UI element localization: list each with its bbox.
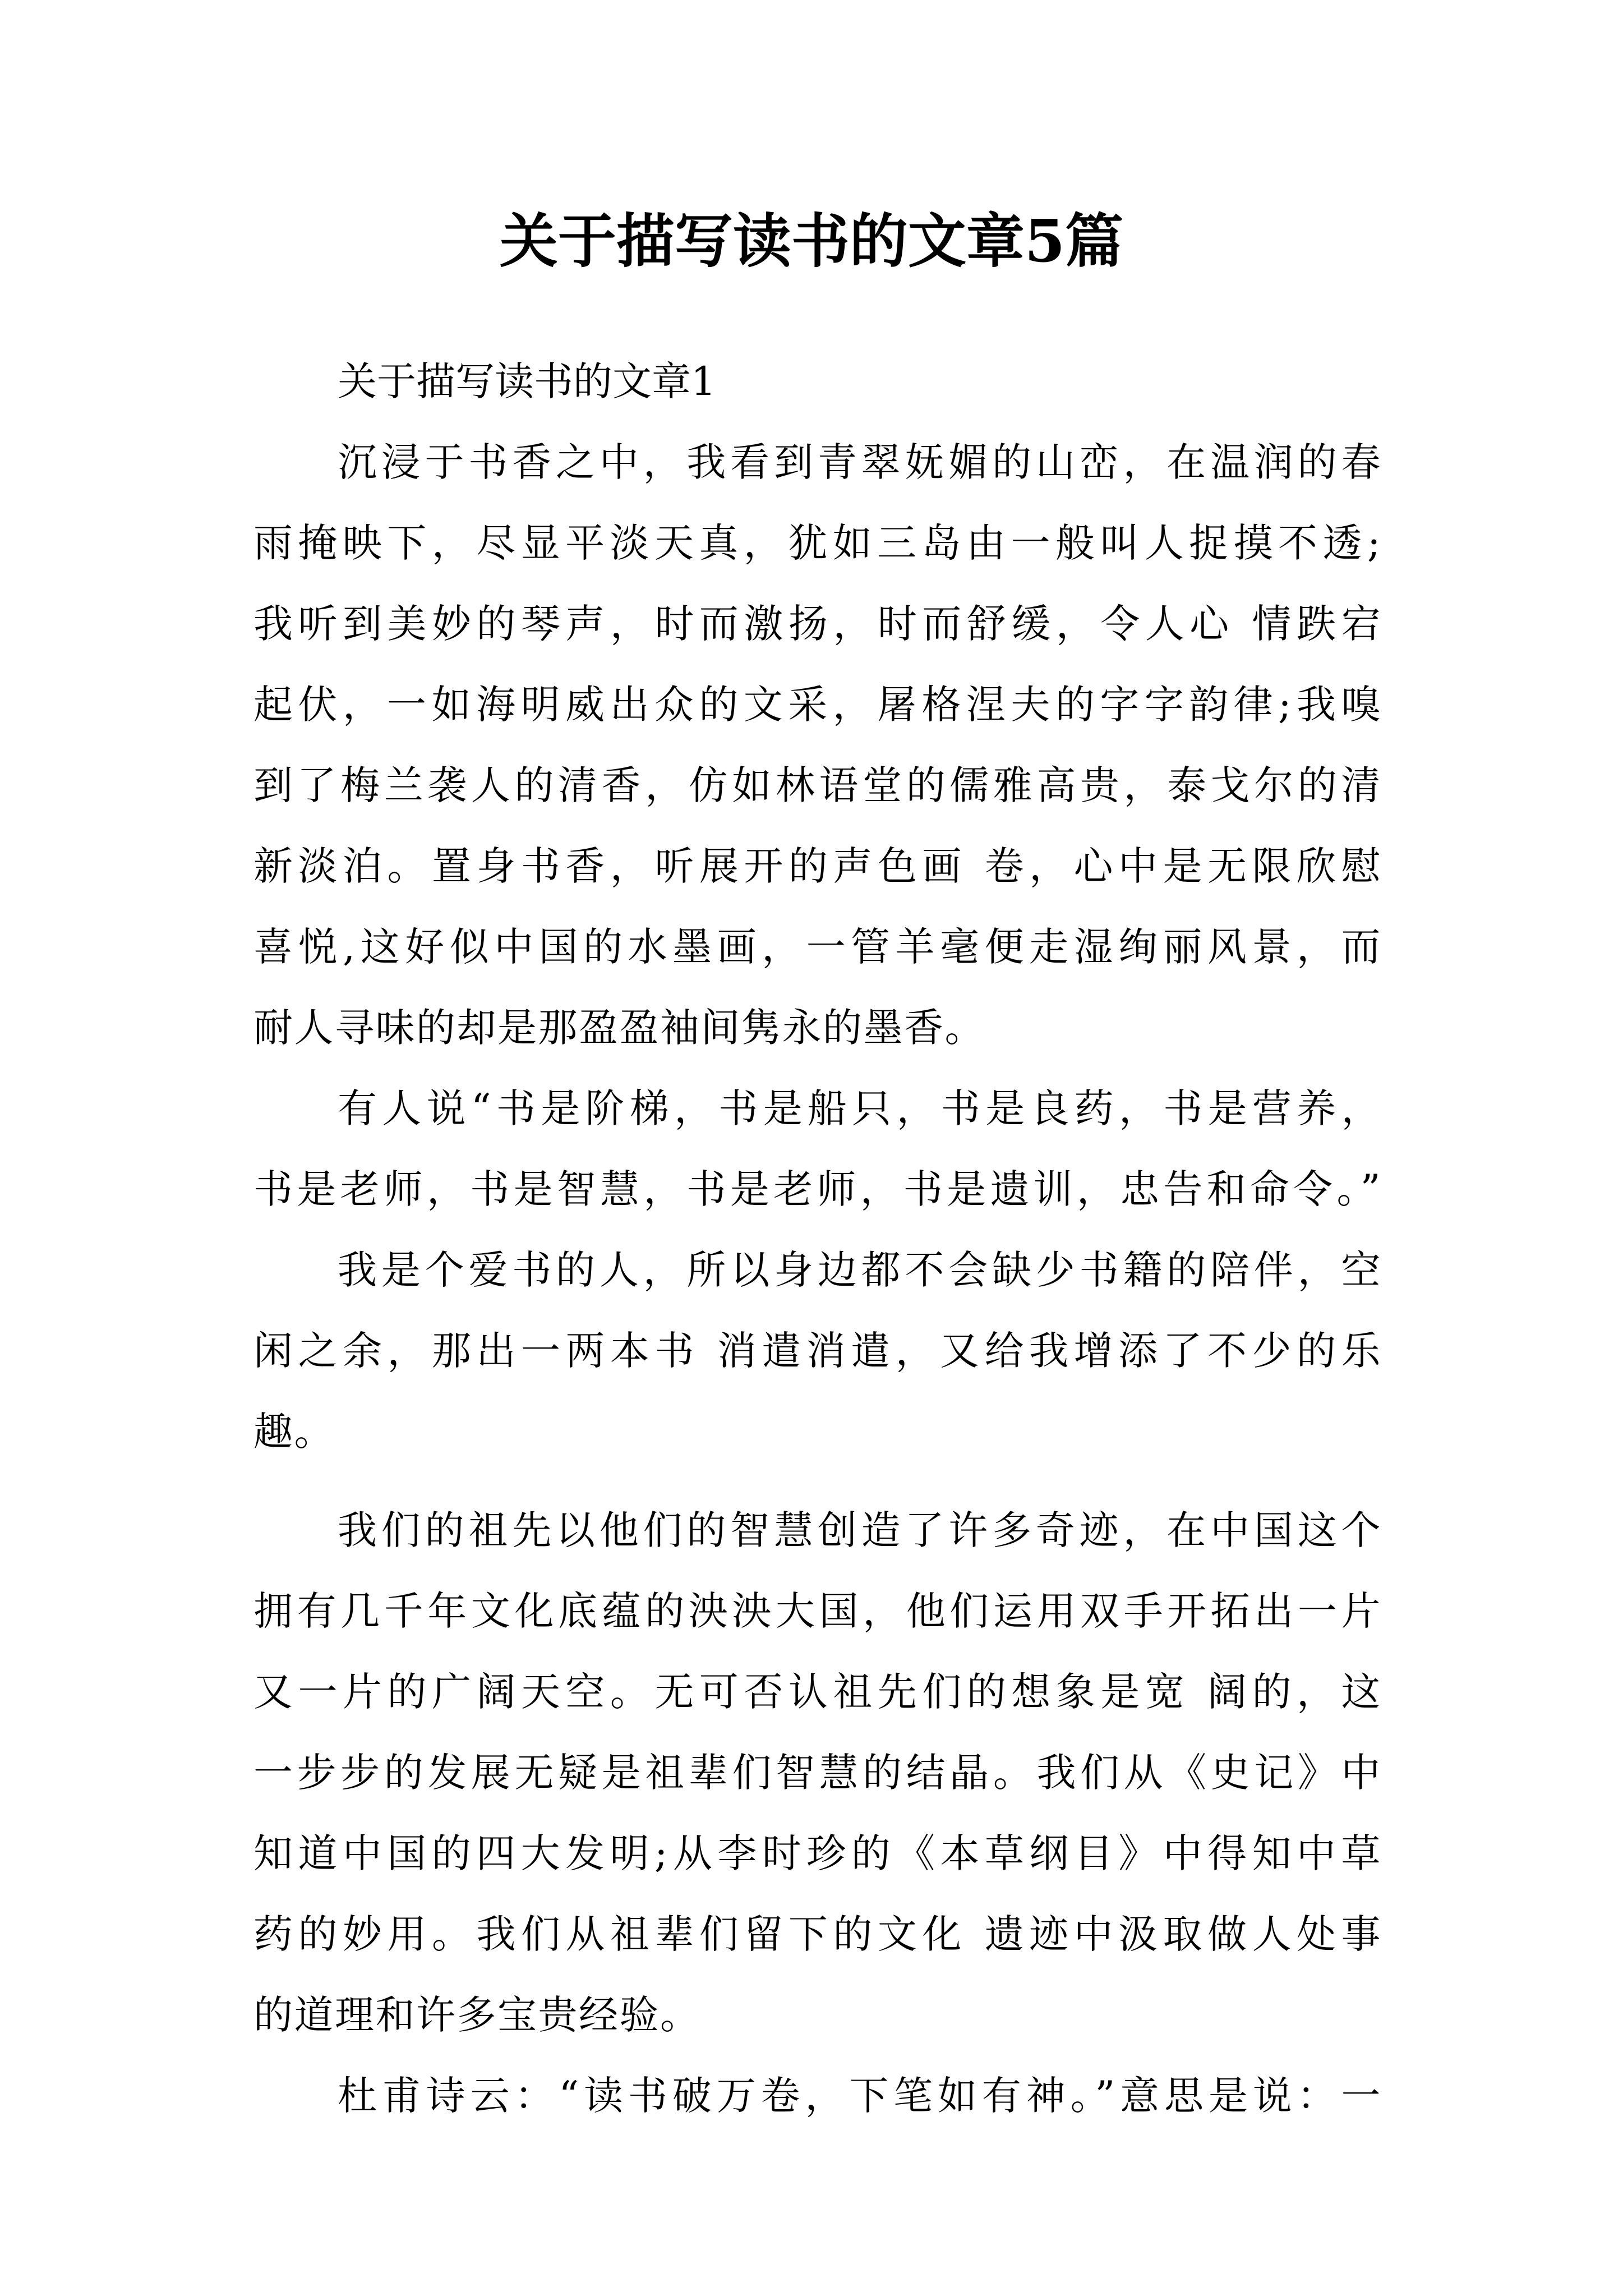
paragraph-line: 我听到美妙的琴声，时而激扬，时而舒缓，令人心 情跌宕: [253, 601, 1382, 647]
document-title: 关于描写读书的文章5篇: [499, 206, 1124, 275]
paragraph-1: [253, 422, 1382, 1068]
paragraph-line: 一步步的发展无疑是祖辈们智慧的结晶。我们从《史记》中: [253, 1750, 1382, 1796]
paragraph-line: 知道中国的四大发明;从李时珍的《本草纲目》中得知中草: [253, 1830, 1382, 1876]
paragraph-line: 新淡泊。置身书香，听展开的声色画 卷，心中是无限欣慰: [253, 843, 1382, 889]
document-body: [253, 341, 1382, 2136]
paragraph-line: 药的妙用。我们从祖辈们留下的文化 遗迹中汲取做人处事: [253, 1911, 1382, 1957]
paragraph-4: [253, 1490, 1382, 2055]
paragraph-line: 有人说“书是阶梯，书是船只，书是良药，书是营养，: [338, 1085, 1382, 1131]
paragraph-line: 喜悦,这好似中国的水墨画，一管羊毫便走湿绚丽风景，而: [253, 924, 1382, 970]
paragraph-line: 沉浸于书香之中，我看到青翠妩媚的山峦，在温润的春: [338, 439, 1382, 485]
paragraph-line: 耐人寻味的却是那盈盈袖间隽永的墨香。: [253, 1005, 985, 1051]
paragraph-line: 我们的祖先以他们的智慧创造了许多奇迹，在中国这个: [338, 1507, 1382, 1553]
paragraph-line: 到了梅兰袭人的清香，仿如林语堂的儒雅高贵，泰戈尔的清: [253, 762, 1382, 808]
paragraph-line: 拥有几千年文化底蕴的泱泱大国，他们运用双手开拓出一片: [253, 1588, 1382, 1634]
paragraph-5: [253, 2055, 1382, 2136]
paragraph-line: 又一片的广阔天空。无可否认祖先们的想象是宽 阔的，这: [253, 1669, 1382, 1715]
paragraph-line: 起伏，一如海明威出众的文采，屠格涅夫的字字韵律;我嗅: [253, 682, 1382, 728]
paragraph-line: 书是老师，书是智慧，书是老师，书是遗训，忠告和命令。”: [253, 1166, 1382, 1212]
paragraph-line: 杜甫诗云：“读书破万卷，下笔如有神。”意思是说：一: [338, 2073, 1382, 2119]
paragraph-2: [253, 1068, 1382, 1230]
paragraph-line: 趣。: [253, 1409, 335, 1455]
paragraph-line: 的道理和许多宝贵经验。: [253, 1992, 701, 2038]
paragraph-line: 我是个爱书的人，所以身边都不会缺少书籍的陪伴，空: [338, 1247, 1382, 1293]
paragraph-line: 闲之余，那出一两本书 消遣消遣，又给我增添了不少的乐: [253, 1328, 1382, 1374]
paragraph-line: 雨掩映下，尽显平淡天真，犹如三岛由一般叫人捉摸不透;: [253, 520, 1382, 566]
paragraph-3: [253, 1230, 1382, 1472]
section-heading: 关于描写读书的文章1: [338, 358, 716, 404]
